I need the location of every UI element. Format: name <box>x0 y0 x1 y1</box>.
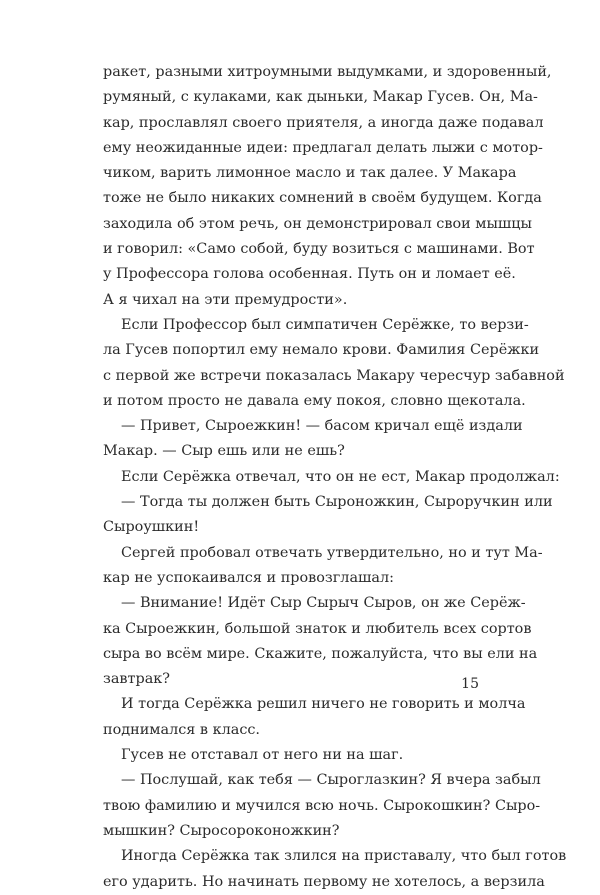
text-line: ка Сыроежкин, большой знаток и любитель всех сортов <box>103 620 532 637</box>
text-line: у Профессора голова особенная. Путь он и ломает её. <box>103 266 516 283</box>
text-line: кар не успокаивался и провозглашал: <box>103 569 394 586</box>
text-line: кар, прославлял своего приятеля, а иногда даже подавал <box>103 114 544 131</box>
text-line: Иногда Серёжка так злился на приставалу, что был готов <box>121 848 567 865</box>
text-line: ракет, разными хитроумными выдумками, и здоровенный, <box>103 64 552 80</box>
text-line: и говорил: «Само собой, буду возиться с машинами. Вот <box>103 241 535 258</box>
text-line: тоже не было никаких сомнений в своём будущем. Когда <box>103 190 542 207</box>
text-line: — Привет, Сыроежкин! — басом кричал ещё издали <box>121 418 523 435</box>
text-line: мышкин? Сыросороконожкин? <box>103 822 340 839</box>
text-line: Сыроушкин! <box>103 519 200 536</box>
text-line: А я чихал на эти премудрости». <box>103 291 348 308</box>
text-line: И тогда Серёжка решил ничего не говорить и молча <box>121 696 526 713</box>
text-line: твою фамилию и мучился всю ночь. Сырокошкин? Сыро- <box>103 797 541 814</box>
text-line: его ударить. Но начинать первому не хотелось, а верзила <box>103 873 545 890</box>
page-number: 15 <box>461 676 479 692</box>
text-line: Если Серёжка отвечал, что он не ест, Макар продолжал: <box>121 468 560 485</box>
text-line: с первой же встречи показалась Макару чересчур забавной <box>103 367 565 384</box>
text-line: ла Гусев попортил ему немало крови. Фамилия Серёжки <box>103 342 540 359</box>
text-line: заходила об этом речь, он демонстрировал свои мышцы <box>103 215 533 232</box>
text-line: и потом просто не давала ему покоя, словно щекотала. <box>103 392 526 409</box>
body-text <box>103 60 567 895</box>
text-line: Сергей пробовал отвечать утвердительно, но и тут Ма- <box>121 544 543 561</box>
text-line: ему неожиданные идеи: предлагал делать лыжи с мотор- <box>103 139 543 156</box>
text-line: чиком, варить лимонное масло и так далее. У Макара <box>103 165 517 182</box>
text-line: — Внимание! Идёт Сыр Сырыч Сыров, он же Серёж- <box>121 595 526 612</box>
text-line: Гусев не отставал от него ни на шаг. <box>121 747 404 764</box>
text-line: поднимался в класс. <box>103 721 261 738</box>
text-line: румяный, с кулаками, как дыньки, Макар Гусев. Он, Ма- <box>103 89 538 106</box>
text-line: — Тогда ты должен быть Сыроножкин, Сыроручкин или <box>121 494 553 511</box>
text-line: Макар. — Сыр ешь или не ешь? <box>103 443 345 460</box>
text-line: Если Профессор был симпатичен Серёжке, то верзи- <box>121 316 529 333</box>
text-line: завтрак? <box>103 671 170 688</box>
text-line: — Послушай, как тебя — Сыроглазкин? Я вчера забыл <box>121 772 541 789</box>
text-line: сыра во всём мире. Скажите, пожалуйста, что вы ели на <box>103 645 538 662</box>
